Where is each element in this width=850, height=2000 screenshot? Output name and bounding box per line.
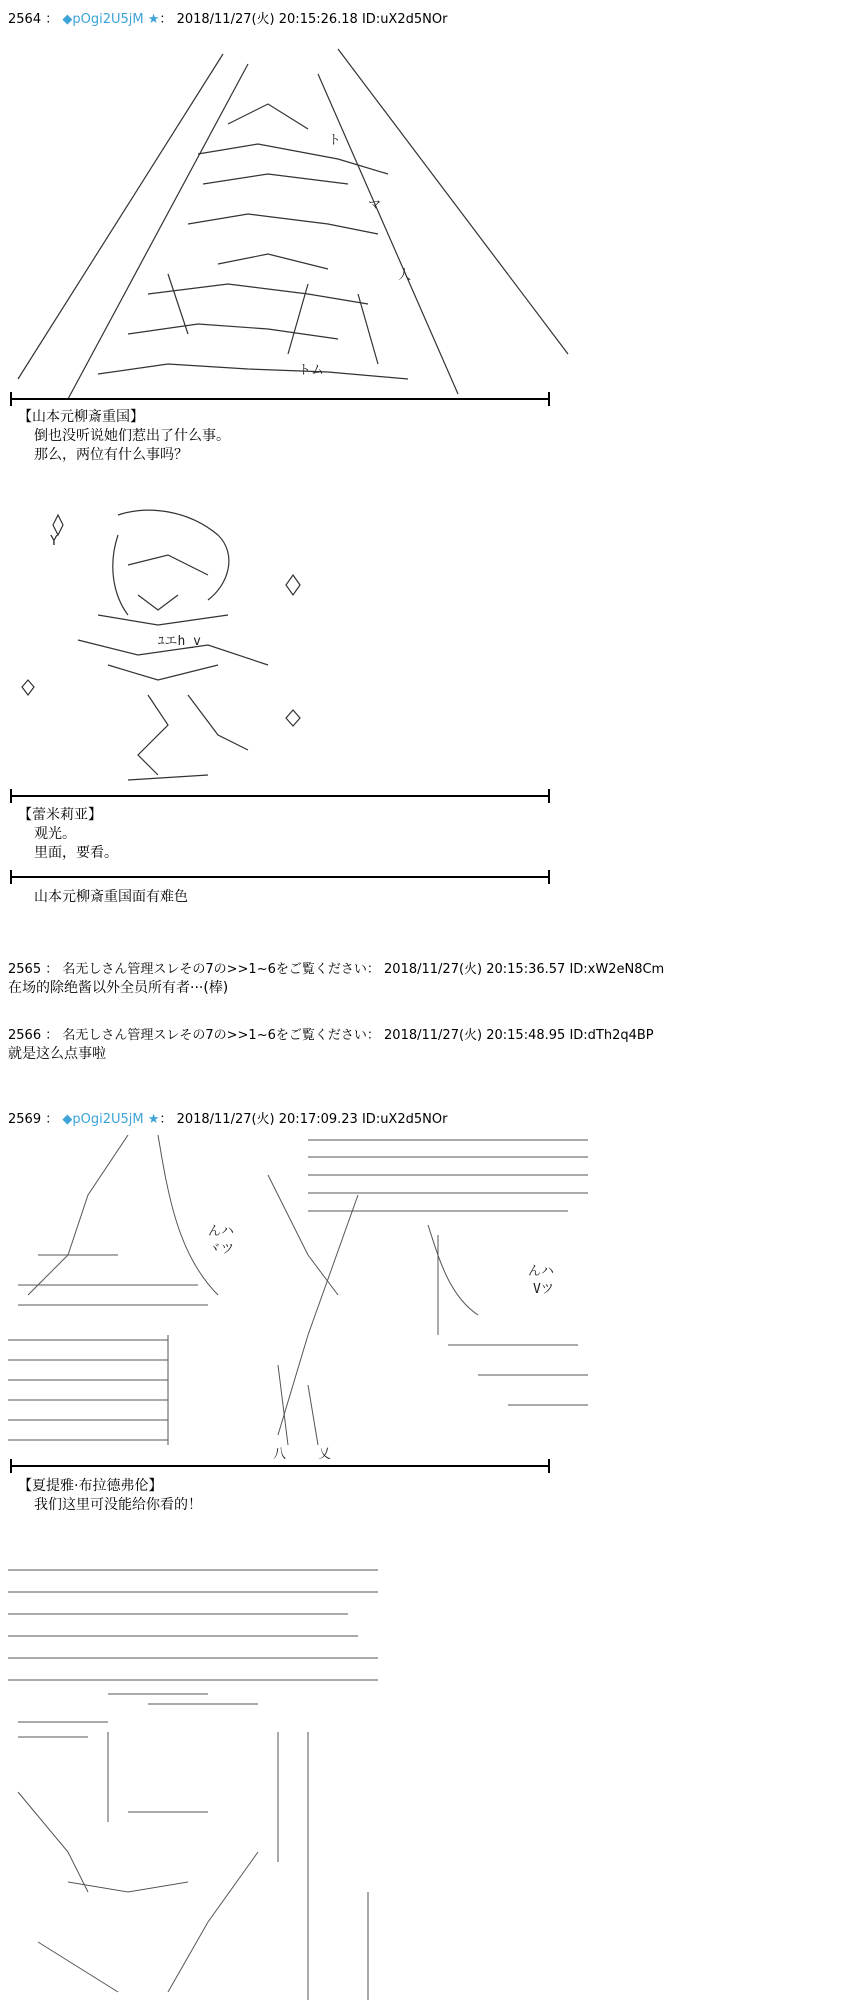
speaker-label: 【蕾米莉亚】 xyxy=(18,807,102,823)
ascii-art-mountain xyxy=(8,34,588,409)
speaker-label: 【夏提雅·布拉德弗伦】 xyxy=(18,1478,163,1494)
aa-char: トム xyxy=(298,363,325,378)
aa-char: マ xyxy=(368,198,382,213)
poster-name: 名无しさん管理スレその7の>>1~6をご覧ください xyxy=(62,1028,367,1043)
post-datetime: 2018/11/27(火) 20:15:36.57 xyxy=(384,962,566,977)
aa-char: 人 xyxy=(398,268,412,283)
aa-char: 八 xyxy=(273,1447,287,1462)
separator-bar xyxy=(10,876,550,878)
ascii-art-character-closeup xyxy=(8,1562,378,2000)
dialogue-line: 观光。 xyxy=(34,826,76,842)
poster-name[interactable]: pOgi2U5jM xyxy=(72,1112,144,1127)
post-number[interactable]: 2565 xyxy=(8,962,42,977)
aa-char: ヾツ xyxy=(208,1242,235,1257)
poster-name[interactable]: pOgi2U5jM xyxy=(72,12,144,27)
poster-name: 名无しさん管理スレその7の>>1~6をご覧ください xyxy=(62,962,367,977)
separator-bar xyxy=(10,398,550,400)
post-id[interactable]: ID:uX2d5NOr xyxy=(361,1112,448,1127)
post-number[interactable]: 2569 xyxy=(8,1112,42,1127)
aa-char: 乂 xyxy=(318,1447,332,1462)
dialogue-line: 那么，两位有什么事吗？ xyxy=(34,447,188,463)
dialogue-line: 倒也没听说她们惹出了什么事。 xyxy=(34,428,230,444)
ascii-art-shalltear-scene xyxy=(8,1135,588,1465)
post-number[interactable]: 2564 xyxy=(8,12,42,27)
post-body: 就是这么点事啦 xyxy=(8,1046,106,1062)
aa-char: Vツ xyxy=(533,1282,554,1297)
post-id[interactable]: ID:xW2eN8Cm xyxy=(569,962,665,977)
star-icon: ★ xyxy=(147,1112,160,1127)
post-header-2565: 2565 ： 名无しさん管理スレその7の>>1~6をご覧ください： 2018/11/27(火) 20:15:36.57 ID:xW2eN8Cm xyxy=(8,962,665,977)
post-header-2564: 2564 ： ◆pOgi2U5jM ★： 2018/11/27(火) 20:15:26.18 ID:uX2d5NOr xyxy=(8,12,448,27)
aa-char: ﾕエh_v xyxy=(158,634,201,649)
ascii-art-remilia xyxy=(8,505,308,795)
post-body: 在场的除绝酱以外全员所有者···(棒) xyxy=(8,980,229,996)
post-header-2569: 2569 ： ◆pOgi2U5jM ★： 2018/11/27(火) 20:17:09.23 ID:uX2d5NOr xyxy=(8,1112,448,1127)
post-id[interactable]: ID:uX2d5NOr xyxy=(361,12,448,27)
speaker-label: 【山本元柳斎重国】 xyxy=(18,409,144,425)
post-datetime: 2018/11/27(火) 20:15:48.95 xyxy=(384,1028,566,1043)
dialogue-line: 我们这里可没能给你看的！ xyxy=(34,1497,202,1513)
aa-char: んハ xyxy=(208,1224,235,1239)
star-icon: ★ xyxy=(147,12,160,27)
diamond-icon: ◆ xyxy=(62,12,73,27)
aa-char: Y xyxy=(50,534,58,549)
post-header-2566: 2566 ： 名无しさん管理スレその7の>>1~6をご覧ください： 2018/11/27(火) 20:15:48.95 ID:dTh2q4BP xyxy=(8,1028,654,1043)
dialogue-line: 里面，要看。 xyxy=(34,845,118,861)
separator-bar xyxy=(10,1465,550,1467)
separator-bar xyxy=(10,795,550,797)
diamond-icon: ◆ xyxy=(62,1112,73,1127)
post-number[interactable]: 2566 xyxy=(8,1028,42,1043)
post-datetime: 2018/11/27(火) 20:15:26.18 xyxy=(176,12,358,27)
post-id[interactable]: ID:dTh2q4BP xyxy=(569,1028,654,1043)
narration-line: 山本元柳斎重国面有难色 xyxy=(34,889,188,905)
aa-char: んハ xyxy=(528,1264,555,1279)
aa-char: ト xyxy=(328,133,342,148)
post-datetime: 2018/11/27(火) 20:17:09.23 xyxy=(176,1112,358,1127)
